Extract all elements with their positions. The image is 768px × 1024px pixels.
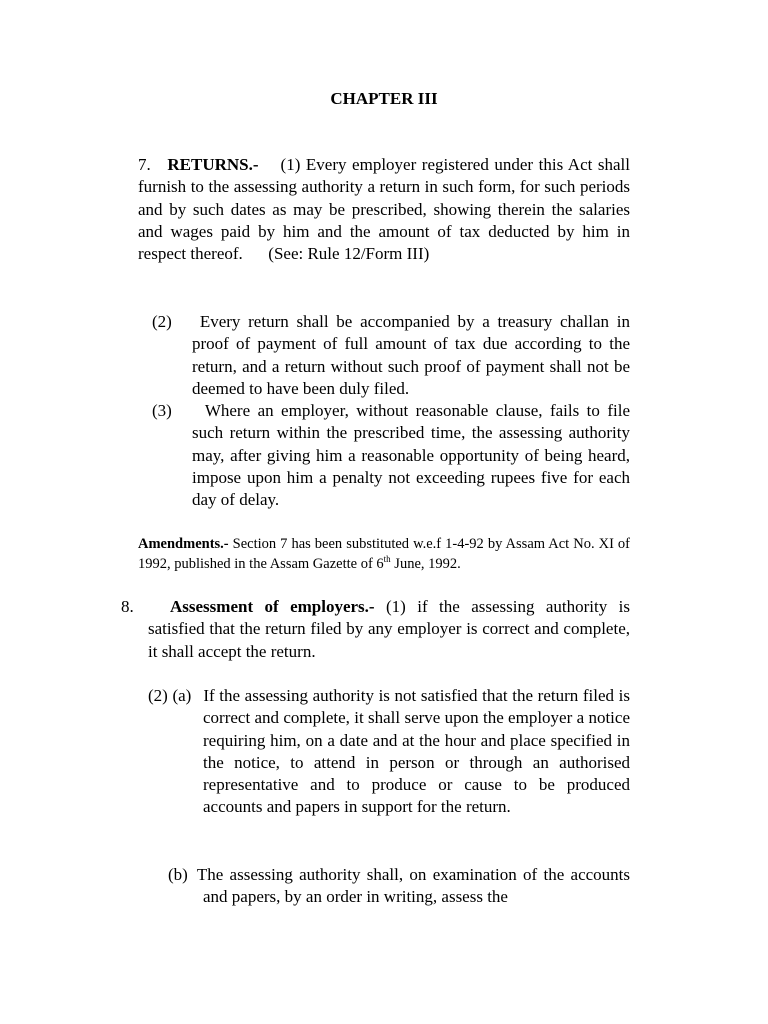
section-7-sub1-text: Every employer registered under this Act shall furnish to the assessing authority a return in such form, for such periods and by such dates as may be prescribed, showing therein the salaries and wages paid by him and the amount of tax deducted by him in respect thereof. [138, 155, 630, 264]
section-7-sub2-label: (2) [152, 312, 172, 331]
section-8-sub1-text: (1) if the assessing authority is satisfied that the return filed by any employer is correct and complete, it shall accept the return. [148, 597, 630, 661]
amendments-note [138, 534, 630, 574]
section-7-paragraph [138, 154, 630, 265]
section-7-sub2-text: Every return shall be accompanied by a treasury challan in proof of payment of full amount of tax due according to the return, and a return without such proof of payment shall not be deemed to have been duly filed. [192, 312, 630, 398]
amendments-text-end: June, 1992. [390, 556, 461, 572]
section-8-paragraph [148, 596, 630, 663]
section-8-number: 8. [121, 597, 134, 616]
section-7-number: 7. [138, 155, 151, 174]
section-7-sub3-text: Where an employer, without reasonable clause, fails to file such return within the prescribed time, the assessing authority may, after giving him a reasonable opportunity of being heard, impose upon him a penalty not exceeding rupees five for each day of delay. [192, 401, 630, 510]
amendments-text: Section 7 has been substituted w.e.f 1-4-92 by Assam Act No. XI of 1992, published in the Assam Gazette of 6 [138, 536, 631, 572]
section-7-sub3-label: (3) [152, 401, 172, 420]
section-7-sub3-paragraph [152, 400, 630, 511]
section-8-sub2a-paragraph [148, 685, 630, 819]
section-8-sub2b-text: The assessing authority shall, on examination of the accounts and papers, by an order in writing, assess the [196, 865, 630, 907]
section-8-sub2b-paragraph [168, 864, 630, 909]
section-7-sub1-label: (1) [280, 155, 301, 174]
chapter-title: CHAPTER III [330, 89, 438, 108]
section-7-heading: RETURNS.- [167, 155, 259, 174]
section-7-sub2-paragraph [152, 311, 630, 400]
section-8-sub2a-label: (2) (a) [148, 686, 192, 705]
section-8-sub2b-label: (b) [168, 865, 188, 884]
section-8-heading: Assessment of employers.- [170, 597, 375, 616]
amendments-heading: Amendments.- [138, 536, 229, 552]
section-7-sub1-reference: (See: Rule 12/Form III) [268, 244, 430, 264]
amendments-superscript: th [383, 554, 391, 565]
section-8-sub2a-text: If the assessing authority is not satisfied that the return filed is correct and complete, it shall serve upon the employer a notice requiring him, on a date and at the hour and place specified in the notice, to attend in person or through an authorised representative and to produce or cause to be produced accounts and papers in support for the return. [203, 686, 630, 817]
